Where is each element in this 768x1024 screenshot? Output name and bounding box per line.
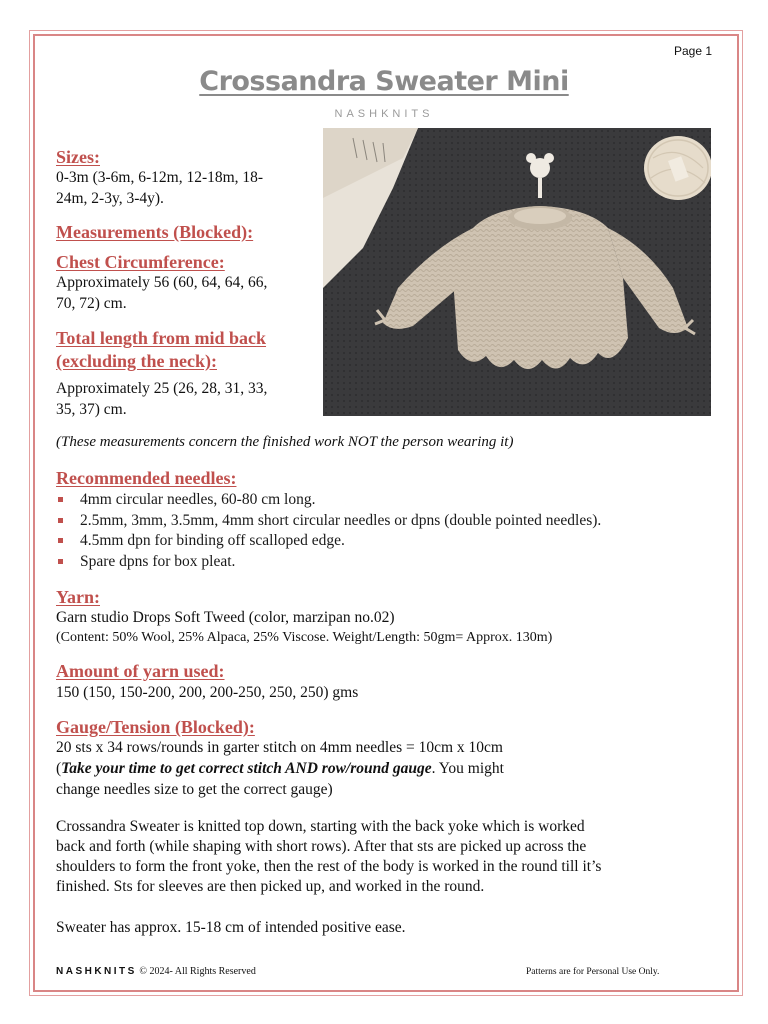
amount-text: 150 (150, 150-200, 200, 200-250, 250, 250) gms [56, 684, 359, 701]
sizes-heading: Sizes: [56, 147, 100, 167]
yarn-content-line: (Content: 50% Wool, 25% Alpaca, 25% Viscose. Weight/Length: 50gm= Approx. 130m) [56, 630, 553, 645]
gauge-paren: ( [56, 760, 62, 777]
brand-subtitle: NASHKNITS [334, 108, 434, 120]
description-line-3: shoulders to form the front yoke, then the rest of the body is worked in the round till it’s [56, 858, 602, 875]
gauge-text-line-3: change needles size to get the correct gauge) [56, 781, 333, 798]
yarn-text-line-1: Garn studio Drops Soft Tweed (color, marzipan no.02) [56, 609, 395, 626]
description-line-1: Crossandra Sweater is knitted top down, starting with the back yoke which is worked [56, 818, 585, 835]
sizes-text-line-2: 24m, 2-3y, 3-4y). [56, 190, 164, 207]
measurements-heading: Measurements (Blocked): [56, 222, 254, 242]
gauge-rest: . You might [431, 760, 504, 777]
chest-text-line-1: Approximately 56 (60, 64, 64, 66, [56, 274, 268, 291]
chest-text-line-2: 70, 72) cm. [56, 295, 127, 312]
description-line-2: back and forth (while shaping with short rows). After that sts are picked up across the [56, 838, 587, 855]
needles-list [56, 490, 601, 572]
yarn-heading: Yarn: [56, 587, 100, 607]
gauge-emphasis: Take your time to get correct stitch AND row/round gauge [61, 760, 432, 777]
ease-text: Sweater has approx. 15-18 cm of intended positive ease. [56, 919, 406, 936]
footer-usage-note: Patterns are for Personal Use Only. [526, 967, 660, 977]
measurements-note: (These measurements concern the finished work NOT the person wearing it) [56, 434, 514, 450]
chest-heading: Chest Circumference: [56, 252, 225, 272]
sizes-text-line-1: 0-3m (3-6m, 6-12m, 12-18m, 18- [56, 169, 264, 186]
needles-item: 4mm circular needles, 60-80 cm long. [56, 490, 601, 511]
gauge-heading: Gauge/Tension (Blocked): [56, 717, 255, 737]
length-heading-line-1: Total length from mid back [56, 328, 267, 348]
page-title: Crossandra Sweater Mini [199, 66, 569, 97]
length-text-line-1: Approximately 25 (26, 28, 31, 33, [56, 380, 268, 397]
needles-item: Spare dpns for box pleat. [56, 552, 601, 573]
footer-rights: © 2024- All Rights Reserved [136, 966, 256, 977]
length-heading-line-2: (excluding the neck): [56, 351, 217, 371]
gauge-text-line-2 [56, 758, 504, 779]
page-number: Page 1 [674, 44, 713, 58]
needles-item: 4.5mm dpn for binding off scalloped edge. [56, 531, 601, 552]
footer-copyright [56, 966, 256, 977]
needles-item: 2.5mm, 3mm, 3.5mm, 4mm short circular needles or dpns (double pointed needles). [56, 511, 601, 532]
description-line-4: finished. Sts for sleeves are then picked up, and worked in the round. [56, 878, 485, 895]
sweater-photo [323, 128, 711, 416]
footer-brand: NASHKNITS [56, 966, 137, 977]
needles-heading: Recommended needles: [56, 468, 237, 488]
gauge-text-line-1: 20 sts x 34 rows/rounds in garter stitch on 4mm needles = 10cm x 10cm [56, 739, 503, 756]
amount-heading: Amount of yarn used: [56, 661, 225, 681]
length-text-line-2: 35, 37) cm. [56, 401, 127, 418]
